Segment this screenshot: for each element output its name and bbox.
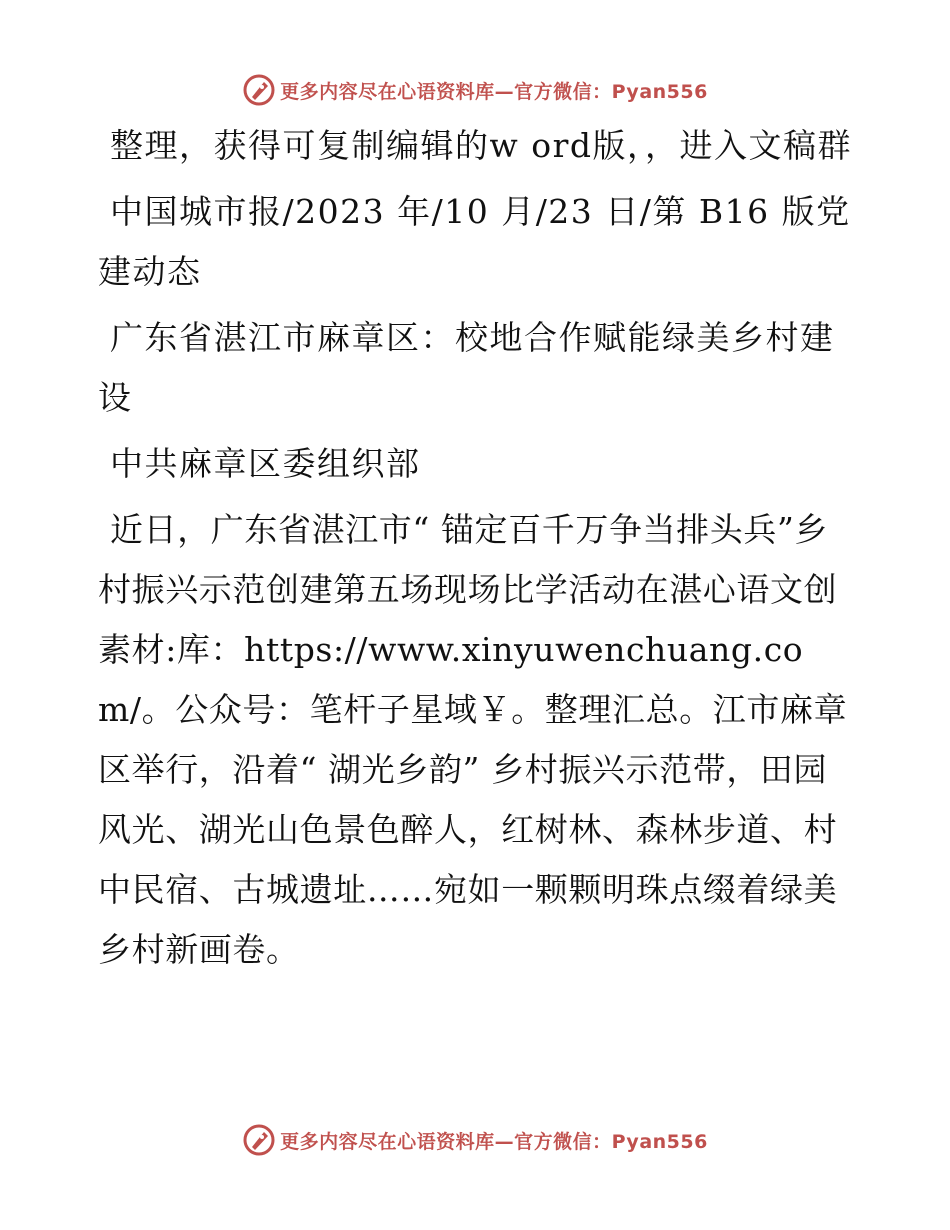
header-banner [0, 70, 950, 110]
document-body [98, 116, 858, 986]
footer-banner-text: 更多内容尽在心语资料库—官方微信：Pyan556 [280, 1130, 708, 1153]
paragraph-title: 广东省湛江市麻章区：校地合作赋能绿美乡村建设 [98, 318, 835, 417]
pen-nib-icon [242, 73, 276, 107]
footer-banner [0, 1120, 950, 1160]
paragraph-body: 近日，广东省湛江市“ 锚定百千万争当排头兵”乡村振兴示范创建第五场现场比学活动在湛心语文创素材:库：https://www.xinyuwenchuang.com/。公众号：笔杆子星域￥。整理汇总。江市麻章区举行，沿着“ 湖光乡韵” 乡村振兴示范带，田园风光、湖光山色景色醉人，红树林、森林步道、村中民宿、古城遗址……宛如一颗颗明珠点缀着绿美乡村新画卷。 [98, 510, 848, 969]
pen-nib-icon [242, 1123, 276, 1157]
paragraph-note: 整理，获得可复制编辑的w ord版，，进入文稿群 [110, 126, 853, 165]
paragraph-source: 中国城市报/2023 年/10 月/23 日/第 B16 版党建动态 [98, 192, 851, 291]
paragraph-author: 中共麻章区委组织部 [110, 444, 421, 483]
header-banner-text: 更多内容尽在心语资料库—官方微信：Pyan556 [280, 80, 708, 103]
